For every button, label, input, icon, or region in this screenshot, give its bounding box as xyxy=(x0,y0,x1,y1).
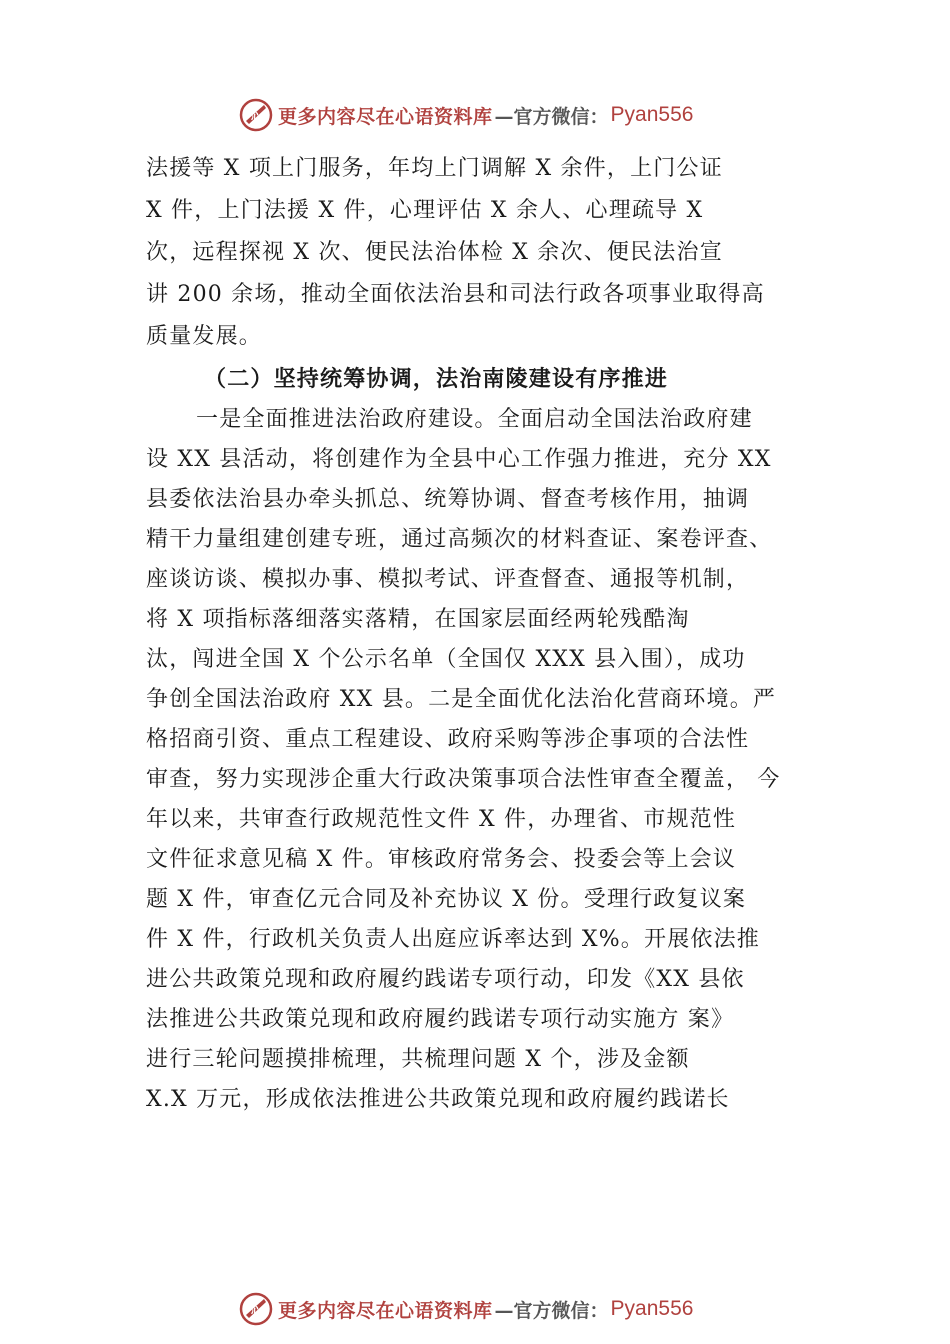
watermark-wechat-id: Pyan556 xyxy=(610,1297,694,1320)
watermark-header xyxy=(238,97,693,133)
text-line: 座谈访谈、模拟办事、模拟考试、评查督查、通报等机制， xyxy=(146,567,750,592)
text-line: X.X 万元，形成依法推进公共政策兑现和政府履约践诺长 xyxy=(146,1087,730,1112)
text-line: 审查，努力实现涉企重大行政决策事项合法性审查全覆盖， 今 xyxy=(146,767,781,792)
text-line: 汰，闯进全国 X 个公示名单（全国仅 XXX 县入围），成功 xyxy=(146,647,746,672)
text-line: 精干力量组建创建专班，通过高频次的材料查证、案卷评查、 xyxy=(146,527,773,552)
text-line: 题 X 件，审查亿元合同及补充协议 X 份。受理行政复议案 xyxy=(146,887,747,912)
text-line: 法援等 X 项上门服务，年均上门调解 X 余件，上门公证 xyxy=(146,156,723,181)
brand-logo-icon xyxy=(238,1291,274,1327)
text-line: 文件征求意见稿 X 件。审核政府常务会、投委会等上会议 xyxy=(146,847,737,872)
brand-logo-icon xyxy=(238,97,274,133)
text-line: 件 X 件，行政机关负责人出庭应诉率达到 X%。开展依法推 xyxy=(146,927,761,952)
svg-text:心: 心 xyxy=(251,1305,262,1318)
watermark-wechat-id: Pyan556 xyxy=(610,103,694,126)
text-line: 年以来，共审查行政规范性文件 X 件，办理省、市规范性 xyxy=(146,807,737,832)
text-line: 格招商引资、重点工程建设、政府采购等涉企事项的合法性 xyxy=(146,727,750,752)
watermark-main-text: 更多内容尽在心语资料库 xyxy=(278,1299,493,1322)
text-line: 次，远程探视 X 次、便民法治体检 X 余次、便民法治宣 xyxy=(146,240,723,265)
document-body xyxy=(146,148,826,1120)
text-line: 争创全国法治政府 XX 县。二是全面优化法治化营商环境。严 xyxy=(146,687,777,712)
svg-text:心: 心 xyxy=(251,111,262,124)
watermark-main-text: 更多内容尽在心语资料库 xyxy=(278,105,493,128)
watermark-dash-text: —官方微信： xyxy=(494,1299,609,1322)
text-line: 设 XX 县活动，将创建作为全县中心工作强力推进，充分 XX xyxy=(146,447,772,472)
text-line: 讲 200 余场，推动全面依法治县和司法行政各项事业取得高 xyxy=(146,282,765,307)
text-line: 进公共政策兑现和政府履约践诺专项行动，印发《XX 县依 xyxy=(146,967,745,992)
text-line: 进行三轮问题摸排梳理，共梳理问题 X 个，涉及金额 xyxy=(146,1047,690,1072)
text-line: 一是全面推进法治政府建设。全面启动全国法治政府建 xyxy=(196,407,753,432)
text-line: 县委依法治县办牵头抓总、统筹协调、督查考核作用，抽调 xyxy=(146,487,750,512)
text-line: 质量发展。 xyxy=(146,324,263,349)
text-line: X 件，上门法援 X 件，心理评估 X 余人、心理疏导 X xyxy=(146,198,704,223)
watermark-dash-text: —官方微信： xyxy=(494,105,609,128)
section-heading: （二）坚持统筹协调，法治南陵建设有序推进 xyxy=(204,366,669,392)
text-line: 将 X 项指标落细落实落精，在国家层面经两轮残酷淘 xyxy=(146,607,690,632)
watermark-footer xyxy=(238,1291,693,1327)
text-line: 法推进公共政策兑现和政府履约践诺专项行动实施方 案》 xyxy=(146,1007,735,1032)
